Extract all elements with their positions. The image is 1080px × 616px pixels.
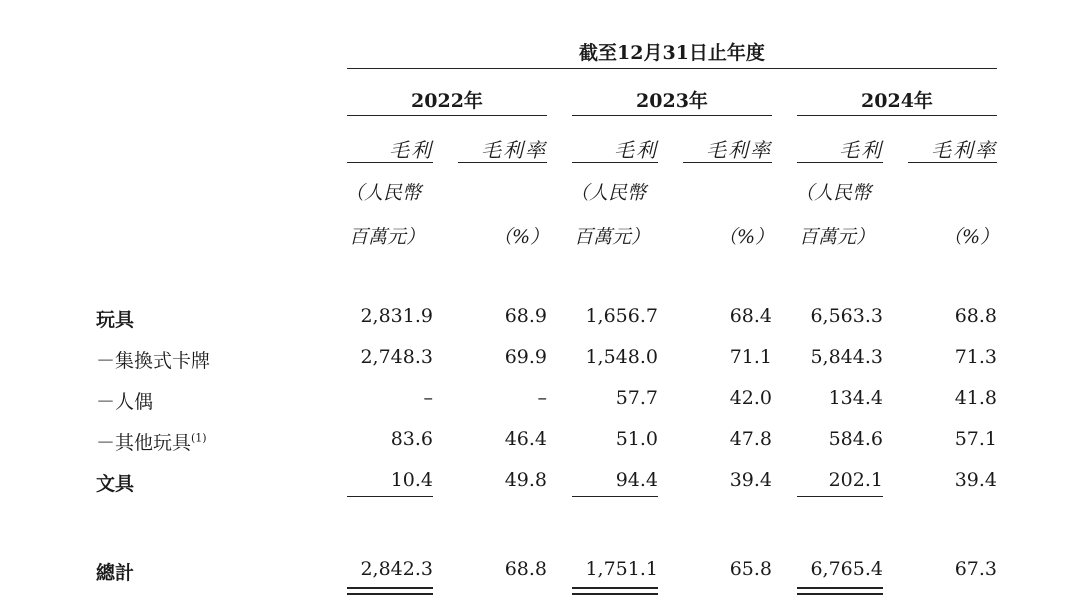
cell-cards-gp-2022: 2,748.3 [360, 346, 433, 368]
unit-percent-2023: （%） [718, 226, 775, 248]
subtotal-rule-2022 [347, 496, 433, 497]
cell-other-margin-2023: 47.8 [729, 428, 772, 450]
subhead-margin-2022: 毛利率 [481, 138, 547, 162]
unit-currency-line1-2024: （人民幣 [795, 182, 872, 204]
subhead-rule-gp-2023 [572, 162, 658, 163]
cell-other-margin-2022: 46.4 [504, 428, 547, 450]
unit-currency-line2-2024: 百萬元） [799, 226, 876, 248]
cell-cards-margin-2023: 71.1 [729, 346, 772, 368]
cell-total-margin-2023: 65.8 [729, 558, 772, 580]
row-label-figures: －人偶 [96, 391, 154, 413]
subhead-gross-profit-2022: 毛利 [389, 138, 433, 162]
cell-toys-margin-2023: 68.4 [729, 305, 772, 327]
subhead-rule-gp-2024 [797, 162, 883, 163]
cell-figures-gp-2022: – [423, 387, 433, 409]
total-double-rule-bottom-2024 [797, 593, 883, 595]
year-header-2022: 2022年 [411, 90, 483, 112]
subhead-gross-profit-2023: 毛利 [614, 138, 658, 162]
cell-cards-gp-2023: 1,548.0 [585, 346, 658, 368]
row-label-other-toys [96, 428, 207, 455]
cell-figures-margin-2023: 42.0 [729, 387, 772, 409]
total-double-rule-bottom-2023 [572, 593, 658, 595]
year-rule-2024 [797, 115, 997, 116]
cell-cards-margin-2024: 71.3 [954, 346, 997, 368]
cell-stationery-margin-2022: 49.8 [504, 469, 547, 491]
year-rule-2023 [572, 115, 772, 116]
row-label-other-toys-text: －其他玩具 [96, 432, 192, 454]
subhead-rule-margin-2023 [683, 162, 772, 163]
cell-stationery-gp-2024: 202.1 [828, 469, 883, 491]
unit-currency-line1-2022: （人民幣 [345, 182, 422, 204]
row-label-trading-cards: －集換式卡牌 [96, 350, 211, 372]
cell-other-gp-2022: 83.6 [390, 428, 433, 450]
cell-toys-margin-2024: 68.8 [954, 305, 997, 327]
cell-stationery-gp-2023: 94.4 [615, 469, 658, 491]
cell-other-gp-2023: 51.0 [615, 428, 658, 450]
subhead-rule-margin-2022 [458, 162, 547, 163]
cell-total-margin-2022: 68.8 [504, 558, 547, 580]
unit-currency-line2-2023: 百萬元） [574, 226, 651, 248]
cell-cards-gp-2024: 5,844.3 [810, 346, 883, 368]
total-double-rule-top-2022 [347, 587, 433, 589]
year-header-2024: 2024年 [861, 90, 933, 112]
cell-cards-margin-2022: 69.9 [504, 346, 547, 368]
cell-toys-gp-2023: 1,656.7 [585, 305, 658, 327]
row-label-stationery: 文具 [96, 473, 135, 495]
cell-toys-gp-2024: 6,563.3 [810, 305, 883, 327]
subhead-gross-profit-2024: 毛利 [839, 138, 883, 162]
table-header-title: 截至12月31日止年度 [579, 42, 765, 64]
header-rule [347, 68, 997, 69]
subhead-rule-gp-2022 [347, 162, 433, 163]
cell-figures-margin-2024: 41.8 [954, 387, 997, 409]
unit-currency-line1-2023: （人民幣 [570, 182, 647, 204]
unit-percent-2024: （%） [943, 226, 1000, 248]
cell-other-gp-2024: 584.6 [828, 428, 883, 450]
cell-stationery-gp-2022: 10.4 [390, 469, 433, 491]
cell-figures-gp-2024: 134.4 [828, 387, 883, 409]
unit-percent-2022: （%） [493, 226, 550, 248]
total-double-rule-bottom-2022 [347, 593, 433, 595]
subtotal-rule-2023 [572, 496, 658, 497]
year-header-2023: 2023年 [636, 90, 708, 112]
cell-total-gp-2024: 6,765.4 [810, 558, 883, 580]
cell-toys-gp-2022: 2,831.9 [360, 305, 433, 327]
footnote-marker: (1) [191, 431, 207, 445]
subhead-margin-2024: 毛利率 [931, 138, 997, 162]
year-rule-2022 [347, 115, 547, 116]
total-double-rule-top-2023 [572, 587, 658, 589]
row-label-total: 總計 [96, 562, 135, 584]
cell-total-gp-2023: 1,751.1 [585, 558, 658, 580]
row-label-toys: 玩具 [96, 309, 135, 331]
cell-stationery-margin-2023: 39.4 [729, 469, 772, 491]
cell-figures-margin-2022: – [537, 387, 547, 409]
subtotal-rule-2024 [797, 496, 883, 497]
cell-figures-gp-2023: 57.7 [615, 387, 658, 409]
unit-currency-line2-2022: 百萬元） [349, 226, 426, 248]
cell-toys-margin-2022: 68.9 [504, 305, 547, 327]
cell-stationery-margin-2024: 39.4 [954, 469, 997, 491]
subhead-margin-2023: 毛利率 [706, 138, 772, 162]
cell-other-margin-2024: 57.1 [954, 428, 997, 450]
subhead-rule-margin-2024 [908, 162, 997, 163]
total-double-rule-top-2024 [797, 587, 883, 589]
cell-total-gp-2022: 2,842.3 [360, 558, 433, 580]
cell-total-margin-2024: 67.3 [954, 558, 997, 580]
